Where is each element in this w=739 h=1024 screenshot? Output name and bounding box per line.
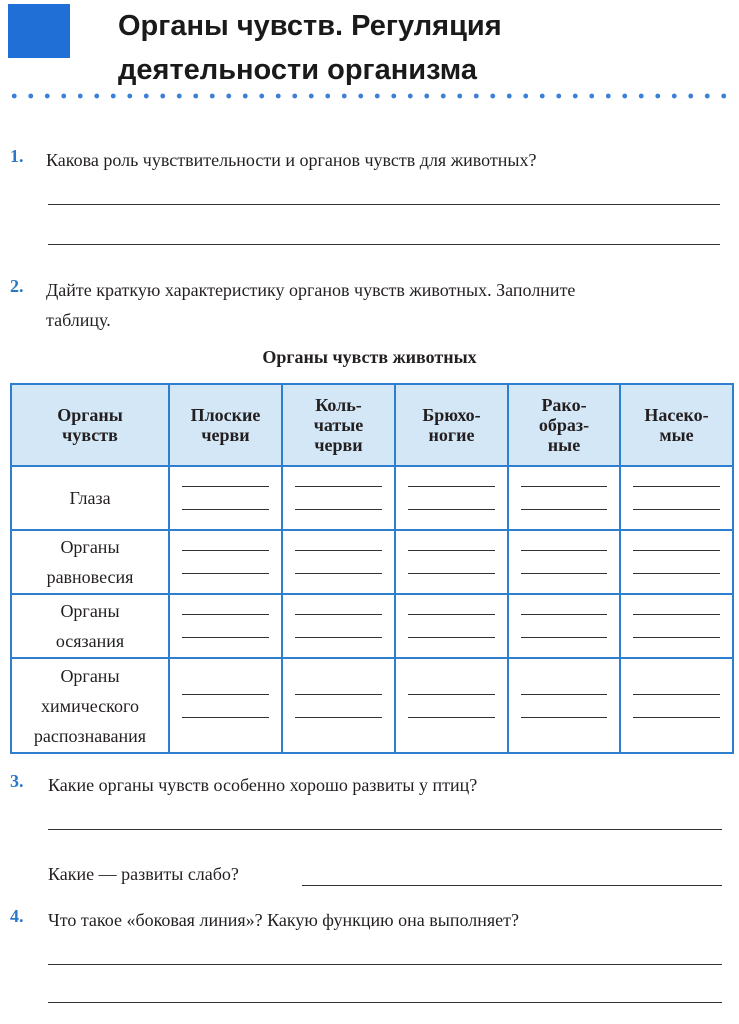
row-label: Органы химического распознавания [11,658,169,753]
header-cell: Коль- чатые черви [282,384,395,466]
answer-cell[interactable] [169,530,282,594]
row-label: Органы осязания [11,594,169,658]
answer-cell[interactable] [508,530,620,594]
header-cell: Рако- образ- ные [508,384,620,466]
question-2-text-line-2: таблицу. [46,310,111,330]
question-4-number: 4. [10,906,24,926]
answer-cell[interactable] [282,658,395,753]
answer-cell[interactable] [508,658,620,753]
table-row [11,594,733,658]
question-3-text: Какие органы чувств особенно хорошо развиты у птиц? [48,775,478,795]
question-1-text: Какова роль чувствительности и органов чувств для животных? [46,150,537,170]
answer-cell[interactable] [620,530,733,594]
answer-line[interactable] [48,964,722,965]
question-1-number: 1. [10,146,24,166]
header-cell: Насеко- мые [620,384,733,466]
answer-line[interactable] [48,829,722,830]
answer-line[interactable] [302,885,722,886]
header-cell: Брюхо- ногие [395,384,508,466]
answer-line[interactable] [48,244,720,245]
answer-cell[interactable] [282,594,395,658]
answer-cell[interactable] [169,466,282,530]
question-2-text-line-1: Дайте краткую характеристику органов чувств животных. Заполните [46,280,576,300]
dotted-divider [6,93,734,99]
answer-cell[interactable] [395,530,508,594]
answer-cell[interactable] [169,594,282,658]
question-2-number: 2. [10,276,24,296]
page-title [118,4,718,92]
answer-line[interactable] [48,204,720,205]
answer-cell[interactable] [508,594,620,658]
answer-cell[interactable] [395,658,508,753]
question-3-number: 3. [10,771,24,791]
question-3-subtext: Какие — развиты слабо? [48,864,239,884]
sense-organs-table [10,383,734,754]
answer-cell[interactable] [508,466,620,530]
row-label: Органы равновесия [11,530,169,594]
row-label: Глаза [11,466,169,530]
header-cell: Органы чувств [11,384,169,466]
answer-cell[interactable] [620,594,733,658]
answer-cell[interactable] [395,466,508,530]
answer-cell[interactable] [395,594,508,658]
answer-cell[interactable] [620,466,733,530]
answer-cell[interactable] [169,658,282,753]
table-header-row [11,384,733,466]
answer-cell[interactable] [620,658,733,753]
section-marker [8,4,70,58]
title-line-1: Органы чувств. Регуляция [118,10,502,42]
table-row [11,530,733,594]
header-cell: Плоские черви [169,384,282,466]
answer-cell[interactable] [282,466,395,530]
table-row [11,466,733,530]
table-caption: Органы чувств животных [262,347,477,367]
answer-line[interactable] [48,1002,722,1003]
table-row [11,658,733,753]
title-line-2: деятельности организма [118,54,477,86]
question-4-text: Что такое «боковая линия»? Какую функцию она выполняет? [48,910,519,930]
answer-cell[interactable] [282,530,395,594]
